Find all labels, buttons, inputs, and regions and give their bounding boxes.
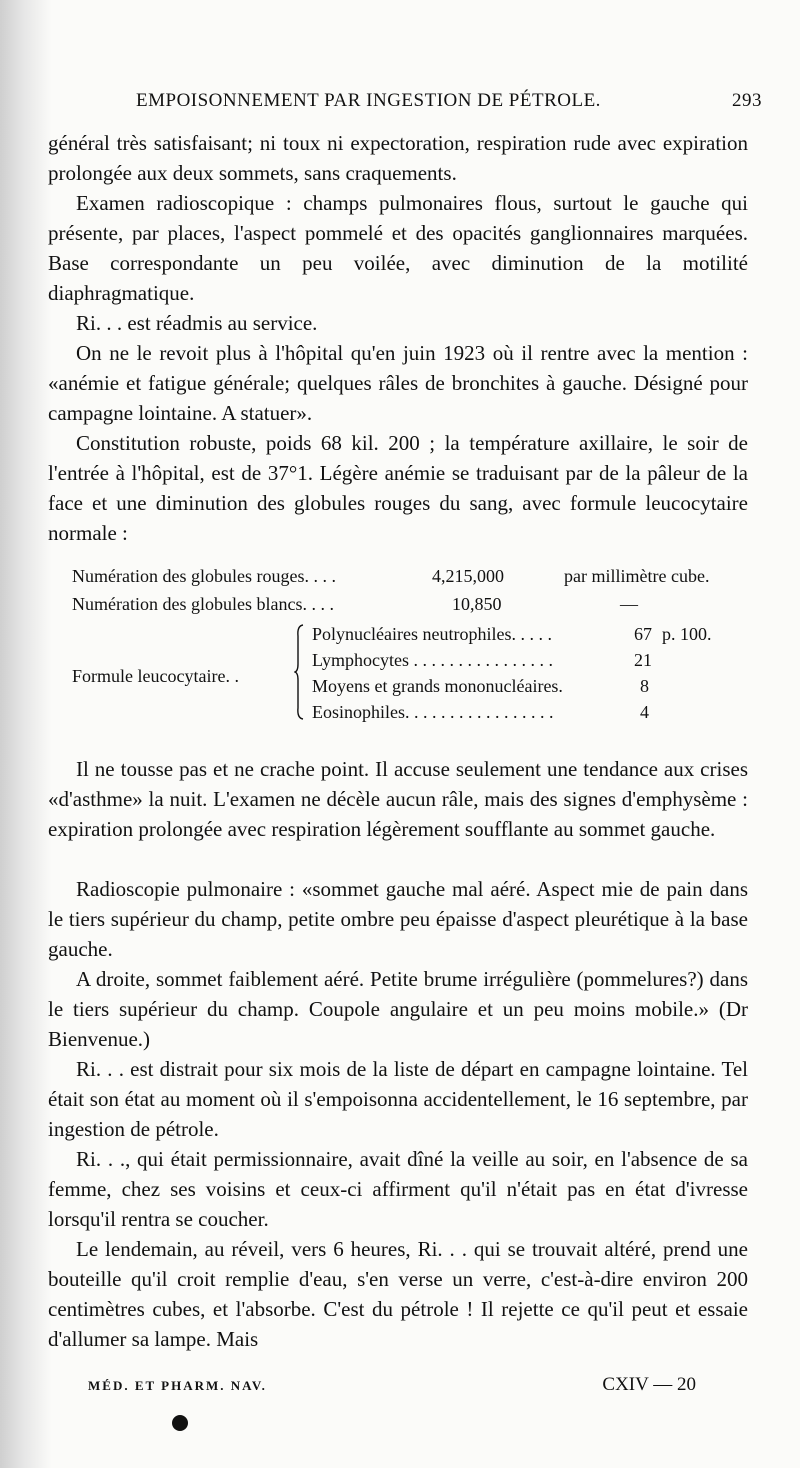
table-row [72, 594, 762, 618]
ink-dot [172, 1415, 188, 1431]
row-value: 10,850 [452, 594, 502, 614]
row-value: 4 [640, 702, 649, 722]
row-label: Eosinophiles. . . . . . . . . . . . . . . . . [312, 702, 554, 722]
journal-abbreviation: MÉD. ET PHARM. NAV. [88, 1378, 267, 1393]
row-value: 67 [634, 624, 652, 644]
row-value: 21 [634, 650, 652, 670]
row-label: Moyens et grands mononucléaires. [312, 676, 563, 696]
running-header [136, 90, 762, 120]
paragraph: Ri. . . est distrait pour six mois de la liste de départ en campagne lointaine. Tel était son état au moment où il s'empoisonna accidentellement, le 16 septembre, par ingestion de pétrole. [48, 1057, 748, 1141]
paragraph: Ri. . . est réadmis au service. [76, 311, 318, 335]
table-row [312, 676, 762, 700]
row-unit: p. 100. [662, 624, 712, 644]
paragraph: Le lendemain, au réveil, vers 6 heures, Ri. . . qui se trouvait altéré, prend une bouteille qu'il croit remplie d'eau, s'en verse un verre, c'est-à-dire environ 200 centimètres cubes, et l'absorbe. C'est du pétrole ! Il rejette ce qu'il peut et essaie d'allumer sa lampe. Mais [48, 1237, 748, 1351]
formula-label: Formule leucocytaire. . [72, 666, 239, 686]
row-label: Lymphocytes . . . . . . . . . . . . . . . . [312, 650, 553, 670]
row-label: Numération des globules blancs. . . . [72, 594, 334, 614]
page-footer [88, 1374, 720, 1400]
paragraph: Ri. . ., qui était permissionnaire, avait dîné la veille au soir, en l'absence de sa femme, chez ses voisins et ceux-ci affirment qu'il n'était pas en état d'ivresse lorsqu'il rentra se coucher. [48, 1147, 748, 1231]
paragraph: Constitution robuste, poids 68 kil. 200 ; la température axillaire, le soir de l'entrée à l'hôpital, est de 37°1. Légère anémie se traduisant par de la pâleur de la face et une diminution des globules rouges du sang, avec formule leucocytaire normale : [48, 431, 748, 545]
curly-brace-icon [294, 624, 304, 720]
table-row [312, 624, 762, 648]
paragraph: On ne le revoit plus à l'hôpital qu'en juin 1923 où il rentre avec la mention : «anémie et fatigue générale; quelques râles de bronchites à gauche. Désigné pour campagne lointaine. A statuer». [48, 341, 748, 425]
paragraph: Examen radioscopique : champs pulmonaires flous, surtout le gauche qui présente, par places, l'aspect pommelé et des opacités ganglionnaires marquées. Base correspondante un peu voilée, avec diminution de la motilité diaphragmatique. [48, 191, 748, 305]
row-unit: — [620, 594, 638, 614]
row-unit: par millimètre cube. [564, 566, 710, 586]
signature-mark: CXIV — 20 [602, 1374, 696, 1395]
paragraph: général très satisfaisant; ni toux ni expectoration, respiration rude avec expiration prolongée aux deux sommets, sans craquements. [48, 131, 748, 185]
paragraph: Radioscopie pulmonaire : «sommet gauche mal aéré. Aspect mie de pain dans le tiers supérieur du champ, petite ombre peu épaisse d'aspect pleurétique à la base gauche. [48, 877, 748, 961]
paragraph: A droite, sommet faiblement aéré. Petite brume irrégulière (pommelures?) dans le tiers supérieur du champ. Coupole angulaire et un peu moins mobile.» (Dr Bienvenue.) [48, 967, 748, 1051]
row-value: 8 [640, 676, 649, 696]
paragraph: Il ne tousse pas et ne crache point. Il accuse seulement une tendance aux crises «d'asthme» la nuit. L'examen ne décèle aucun râle, mais des signes d'emphysème : expiration prolongée avec respiration légèrement soufflante au sommet gauche. [48, 757, 748, 841]
table-row [72, 566, 762, 590]
row-value: 4,215,000 [432, 566, 504, 586]
row-label: Numération des globules rouges. . . . [72, 566, 336, 586]
row-label: Polynucléaires neutrophiles. . . . . [312, 624, 552, 644]
table-row [312, 650, 762, 674]
page-number: 293 [732, 90, 762, 111]
running-title: EMPOISONNEMENT PAR INGESTION DE PÉTROLE. [136, 90, 601, 111]
table-row [312, 702, 762, 726]
scan-margin-shadow [0, 0, 52, 1468]
